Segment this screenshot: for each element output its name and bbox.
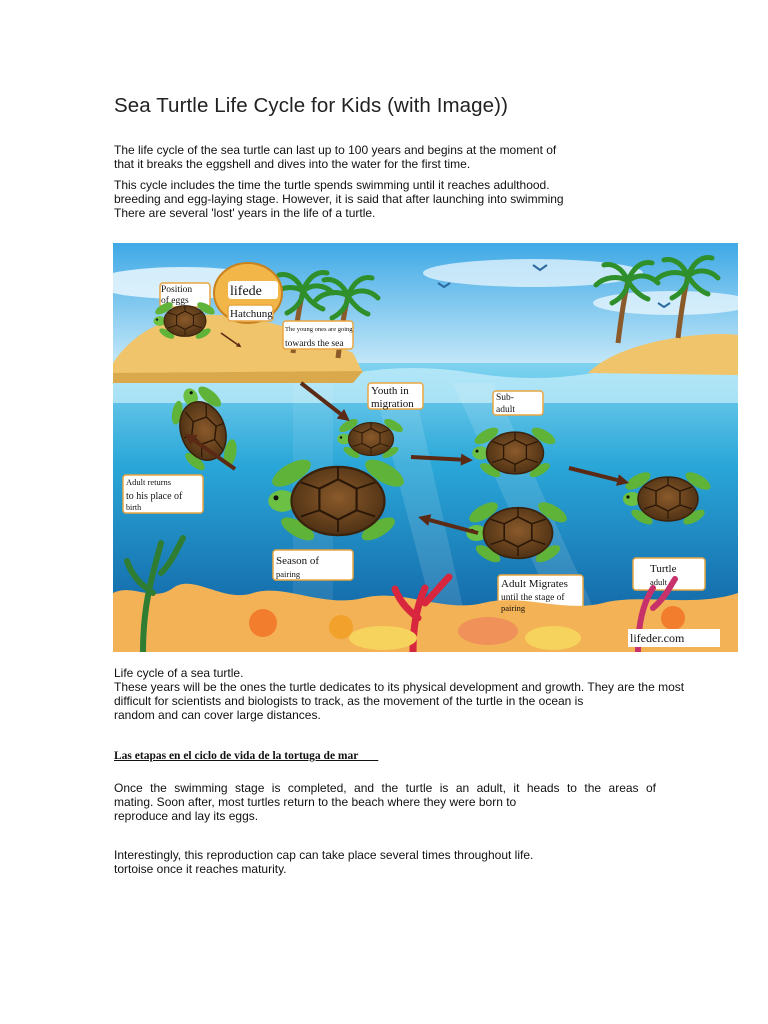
label-hatching: Hatchung [230, 308, 273, 320]
label-adult-returns-3: birth [126, 503, 142, 512]
reproduction-paragraph [114, 848, 533, 876]
life-cycle-illustration [113, 243, 738, 652]
text-line: that it breaks the eggshell and dives into the water for the first time. [114, 157, 471, 171]
label-adult-returns-2: to his place of [126, 491, 183, 502]
label-turtle-adult-2: adult [650, 577, 667, 587]
label-youth-migration-2: migration [371, 398, 414, 410]
label-turtle-adult: Turtle [650, 563, 677, 575]
label-young-ones: The young ones are going [285, 326, 353, 333]
label-position-of-eggs-2: of eggs [161, 296, 189, 306]
label-youth-migration: Youth in [371, 385, 409, 397]
text-line: There are several 'lost' years in the life of a turtle. [114, 206, 376, 220]
label-lifede: lifede [230, 284, 262, 299]
text-line: Interestingly, this reproduction cap can take place several times throughout life. [114, 848, 534, 862]
text-line: These years will be the ones the turtle dedicates to its physical development and growth. They are the most [114, 680, 685, 694]
text-line: This cycle includes the time the turtle spends swimming until it reaches adulthood. [114, 178, 550, 192]
text-line: Once the swimming stage is completed, and the turtle is an adult, it heads to the areas of [114, 781, 656, 795]
intro-paragraph [114, 143, 556, 171]
label-adult-migrates-2: until the stage of [501, 593, 565, 603]
label-subadult: Sub- [496, 393, 514, 403]
text-line: Life cycle of a sea turtle. [114, 666, 244, 680]
label-adult-migrates-3: pairing [501, 603, 526, 613]
text-line: mating. Soon after, most turtles return to the beach where they were born to [114, 795, 517, 809]
label-adult-migrates: Adult Migrates [501, 578, 568, 590]
figure-caption [114, 666, 684, 722]
label-adult-returns: Adult returns [126, 477, 172, 487]
text-line: reproduce and lay its eggs. [114, 809, 259, 823]
text-line: tortoise once it reaches maturity. [114, 862, 287, 876]
label-towards-sea: towards the sea [285, 339, 344, 349]
section-heading: Las etapas en el ciclo de vida de la tortuga de mar [114, 750, 379, 762]
label-position-of-eggs: Position [161, 285, 193, 295]
watermark: lifeder.com [630, 631, 685, 645]
cycle-paragraph [114, 178, 564, 220]
mating-paragraph [114, 781, 656, 823]
page-title: Sea Turtle Life Cycle for Kids (with Image)) [114, 94, 509, 117]
text-line: difficult for scientists and biologists to track, as the movement of the turtle in the ocean is [114, 694, 584, 708]
text-line: random and can cover large distances. [114, 708, 321, 722]
label-season-of-pairing-2: pairing [276, 569, 301, 579]
label-season-of-pairing: Season of [276, 555, 320, 567]
label-subadult-2: adult [496, 405, 515, 415]
text-line: breeding and egg-laying stage. However, it is said that after launching into swimming [114, 192, 564, 206]
text-line: The life cycle of the sea turtle can last up to 100 years and begins at the moment of [114, 143, 557, 157]
